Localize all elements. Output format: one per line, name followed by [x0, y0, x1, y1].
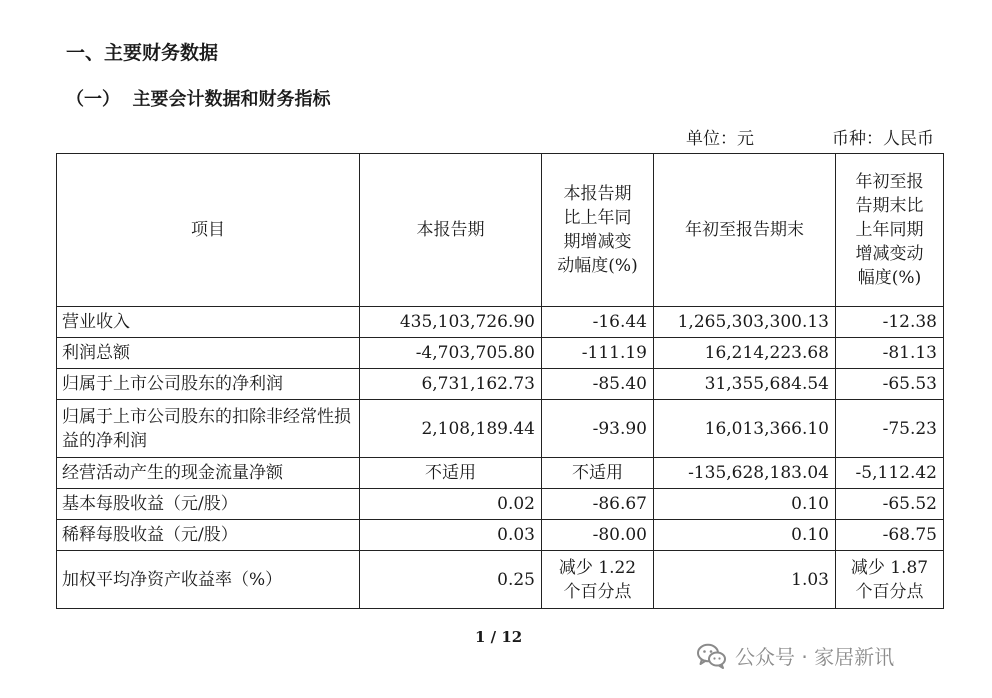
table-row [57, 458, 944, 489]
row-label: 利润总额 [57, 338, 360, 369]
table-cell: -68.75 [836, 520, 944, 551]
row-label: 基本每股收益（元/股） [57, 489, 360, 520]
table-cell: -93.90 [542, 400, 654, 458]
row-label: 经营活动产生的现金流量净额 [57, 458, 360, 489]
unit-label: 单位：元 [686, 129, 754, 149]
column-header: 本报告期比上年同期增减变动幅度(%) [542, 154, 654, 307]
table-row [57, 551, 944, 609]
table-cell: -16.44 [542, 307, 654, 338]
row-label: 营业收入 [57, 307, 360, 338]
table-cell: -80.00 [542, 520, 654, 551]
table-cell: 0.25 [360, 551, 542, 609]
table-cell: 31,355,684.54 [654, 369, 836, 400]
table-cell: 16,013,366.10 [654, 400, 836, 458]
table-cell: 0.03 [360, 520, 542, 551]
table-cell: -65.53 [836, 369, 944, 400]
financial-table [56, 153, 944, 609]
table-cell: -135,628,183.04 [654, 458, 836, 489]
column-header: 年初至报告期末 [654, 154, 836, 307]
table-cell: 减少 1.22 个百分点 [542, 551, 654, 609]
row-label: 归属于上市公司股东的净利润 [57, 369, 360, 400]
table-cell: -5,112.42 [836, 458, 944, 489]
column-header: 项目 [57, 154, 360, 307]
table-row [57, 520, 944, 551]
table-cell: 6,731,162.73 [360, 369, 542, 400]
table-cell: 1,265,303,300.13 [654, 307, 836, 338]
table-row [57, 400, 944, 458]
table-cell: -65.52 [836, 489, 944, 520]
table-cell: -85.40 [542, 369, 654, 400]
column-header: 年初至报告期末比上年同期增减变动幅度(%) [836, 154, 944, 307]
row-label: 稀释每股收益（元/股） [57, 520, 360, 551]
table-cell: 不适用 [360, 458, 542, 489]
table-cell: -12.38 [836, 307, 944, 338]
table-cell: 1.03 [654, 551, 836, 609]
table-cell: 减少 1.87 个百分点 [836, 551, 944, 609]
page-number: 1 / 12 [475, 628, 523, 646]
table-cell: 435,103,726.90 [360, 307, 542, 338]
watermark-text: 公众号 · 家居新讯 [735, 645, 895, 669]
table-header-row [57, 154, 944, 307]
table-cell: 不适用 [542, 458, 654, 489]
table-cell: 16,214,223.68 [654, 338, 836, 369]
wechat-icon [697, 643, 727, 669]
table-cell: -86.67 [542, 489, 654, 520]
table-row [57, 307, 944, 338]
table-cell: 2,108,189.44 [360, 400, 542, 458]
row-label: 归属于上市公司股东的扣除非经常性损益的净利润 [57, 400, 360, 458]
watermark [697, 641, 894, 670]
table-row [57, 489, 944, 520]
table-cell: -4,703,705.80 [360, 338, 542, 369]
unit-line [686, 124, 934, 149]
section-heading: 一、主要财务数据 [66, 42, 219, 64]
row-label: 加权平均净资产收益率（%） [57, 551, 360, 609]
table-row [57, 369, 944, 400]
table-cell: 0.10 [654, 489, 836, 520]
currency-label: 币种：人民币 [832, 129, 934, 149]
table-cell: -81.13 [836, 338, 944, 369]
table-cell: -111.19 [542, 338, 654, 369]
table-cell: 0.02 [360, 489, 542, 520]
table-row [57, 338, 944, 369]
subsection-heading: （一） 主要会计数据和财务指标 [66, 89, 331, 110]
column-header: 本报告期 [360, 154, 542, 307]
table-cell: 0.10 [654, 520, 836, 551]
table-cell: -75.23 [836, 400, 944, 458]
